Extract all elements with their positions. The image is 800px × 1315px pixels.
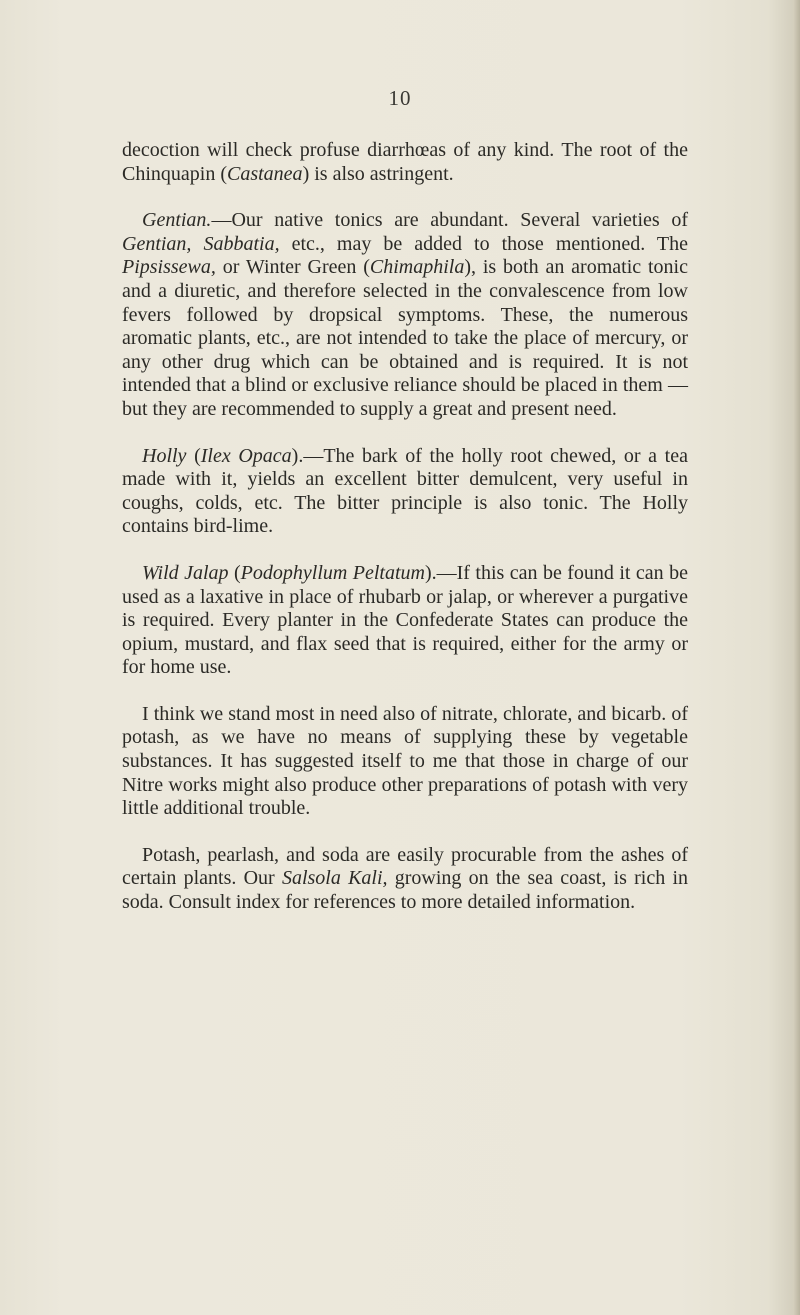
text-segment-italic: Castanea [227,162,303,185]
body-text [122,139,688,915]
text-segment-italic: Podophyllum Peltatum [240,561,425,584]
paragraph-holly [122,445,688,539]
text-segment-italic: Ilex Opaca [200,444,292,467]
paragraph-chinquapin [122,139,688,186]
paragraph-soda [122,844,688,915]
text-segment: decoction will check profuse diarrhœas of any kind. The root of the Chinquapin ( [122,139,688,185]
page-number: 10 [388,86,412,110]
text-segment-italic: Holly [142,444,187,467]
text-segment: etc., may be added to those mentioned. The [279,232,688,255]
text-segment: ), is both an aromatic tonic and a diuretic, and therefore selected in the convalescence from low fevers followed by dropsical symptoms. These, the numerous aromatic plants, etc., are not intended to take the place of mercury, or any other drug which can be obtained and is required. It is not intended that a blind or exclusive reliance should be placed in them — but they are recommended to supply a great and present need. [122,256,688,420]
text-segment-italic: Gentian. [142,209,212,232]
text-segment-italic: Salsola Kali, [281,867,388,890]
paragraph-potash-need [122,703,688,821]
text-segment-italic: Chimaphila [369,256,465,279]
paragraph-gentian [122,209,688,421]
text-segment: ( [228,561,241,584]
text-segment: ).—The bark of the holly root chewed, or a tea made with it, yields an excellent bitter demulcent, very useful in coughs, colds, etc. The bitter principle is also tonic. The Holly contains bird-lime. [122,444,688,538]
text-segment-italic: Gentian, Sabbatia, [122,232,280,255]
text-segment: ( [186,444,201,467]
text-segment: I think we stand most in need also of nitrate, chlorate, and bicarb. of potash, as we have no means of supplying these by vegetable substances. It has suggested itself to me that those in charge of our Nitre works might also produce other preparations of potash with very little additional trouble. [122,702,688,820]
text-segment: Potash, pearlash, and soda are easily procurable from the ashes of certain plants. Our [122,843,688,890]
text-segment-italic: Pipsissewa, [122,256,216,279]
text-segment: ) is also astringent. [302,162,454,185]
paragraph-wild-jalap [122,562,688,680]
text-segment: or Winter Green ( [215,256,370,279]
text-segment: growing on the sea coast, is rich in soda. Consult index for references to more detailed information. [122,867,689,914]
text-segment: ).—If this can be found it can be used as a laxative in place of rhubarb or jalap, or wherever a purgative is required. Every planter in the Confederate States can produce the opium, mustard, and flax seed that is required, either for the army or for home use. [122,561,689,679]
text-segment: —Our native tonics are abundant. Several varieties of [211,209,688,232]
page-edge-shadow [793,0,800,1315]
text-segment-italic: Wild Jalap [142,561,229,584]
